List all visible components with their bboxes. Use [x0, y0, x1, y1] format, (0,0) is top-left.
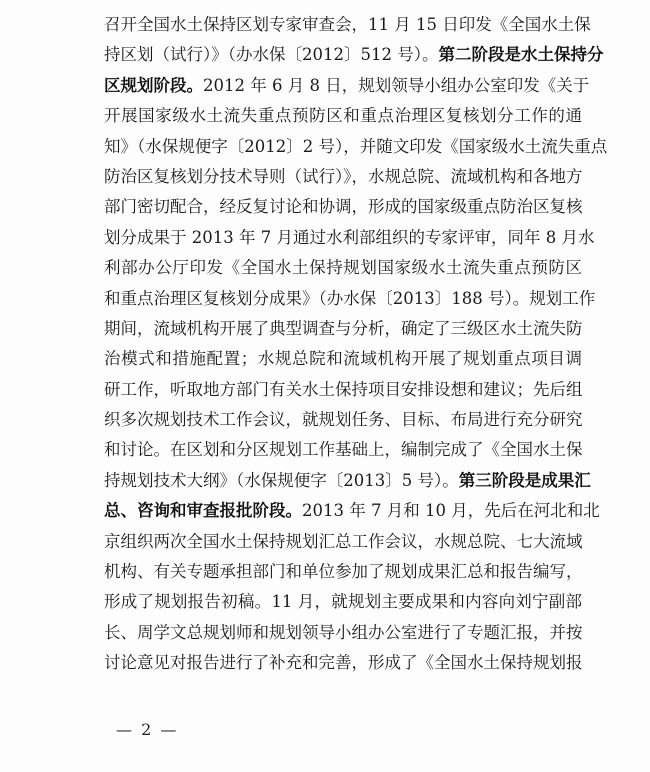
text-segment: 京组织两次全国水土保持规划汇总工作会议，水规总院、七大流域 — [104, 531, 583, 551]
bold-text-segment: 总、咨询和审查报批阶段。 — [104, 501, 302, 521]
text-line — [104, 253, 582, 283]
text-line — [104, 557, 582, 587]
text-line — [104, 435, 582, 465]
text-line — [104, 284, 596, 314]
text-segment: 研工作，听取地方部门有关水土保持项目安排设想和建议；先后组 — [104, 379, 583, 399]
text-segment: 织多次规划技术工作会议，就规划任务、目标、布局进行充分研究 — [104, 410, 583, 430]
bold-text-segment: 第二阶段是水土保持分 — [438, 45, 604, 65]
text-segment: 持区划（试行）》（办水保〔2012〕512 号）。 — [104, 45, 439, 65]
text-segment: 长、周学文总规划师和规划领导小组办公室进行了专题汇报，并按 — [104, 622, 583, 642]
text-segment: 部门密切配合，经反复讨论和协调，形成的国家级重点防治区复核 — [104, 197, 583, 217]
text-line — [104, 10, 591, 40]
text-segment: 2013 年 7 月和 10 月，先后在河北和北 — [302, 501, 600, 521]
page-number: — 2 — — [116, 720, 179, 739]
text-segment: 治模式和措施配置；水规总院和流域机构开展了规划重点项目调 — [104, 349, 582, 369]
text-line — [104, 527, 582, 557]
text-line — [104, 375, 582, 405]
text-line — [104, 618, 582, 648]
text-segment: 利部办公厅印发《全国水土保持规划国家级水土流失重点预防区 — [104, 258, 582, 278]
text-segment: 防治区复核划分技术导则（试行）》，水规总院、流域机构和各地方 — [104, 166, 583, 186]
text-line — [104, 496, 600, 526]
text-segment: 开展国家级水土流失重点预防区和重点治理区复核划分工作的通 — [104, 106, 582, 126]
text-line — [104, 648, 582, 678]
bold-text-segment: 第三阶段是成果汇 — [458, 470, 591, 490]
text-line — [104, 162, 582, 192]
text-line — [104, 71, 590, 101]
text-segment: 划分成果于 2013 年 7 月通过水利部组织的专家评审，同年 8 月水 — [104, 227, 595, 247]
text-line — [104, 344, 582, 374]
text-line — [104, 405, 582, 435]
bold-text-segment: 区规划阶段。 — [104, 75, 203, 95]
text-segment: 知》（水保规便字〔2012〕2 号），并随文印发《国家级水土流失重点 — [104, 136, 608, 156]
text-line — [104, 40, 604, 70]
text-line — [104, 314, 582, 344]
text-line — [104, 223, 595, 253]
text-line — [104, 192, 582, 222]
text-segment: 讨论意见对报告进行了补充和完善，形成了《全国水土保持规划报 — [104, 653, 583, 673]
text-segment: 形成了规划报告初稿。11 月，就规划主要成果和内容向刘宁副部 — [104, 592, 582, 612]
text-line — [104, 466, 591, 496]
text-segment: 2012 年 6 月 8 日，规划领导小组办公室印发《关于 — [203, 75, 590, 95]
text-segment: 召开全国水土保持区划专家审查会，11 月 15 日印发《全国水土保 — [104, 15, 591, 34]
text-segment: 期间，流域机构开展了典型调查与分析，确定了三级区水土流失防 — [104, 318, 583, 338]
text-segment: 和重点治理区复核划分成果》（办水保〔2013〕188 号）。规划工作 — [104, 288, 596, 308]
text-line — [104, 132, 608, 162]
text-segment: 机构、有关专题承担部门和单位参加了规划成果汇总和报告编写， — [104, 562, 583, 582]
body-text — [104, 10, 608, 679]
text-line — [104, 101, 582, 131]
text-line — [104, 587, 582, 617]
text-segment: 和讨论。在区划和分区规划工作基础上，编制完成了《全国水土保 — [104, 440, 583, 460]
text-segment: 持规划技术大纲》（水保规便字〔2013〕5 号）。 — [104, 470, 459, 490]
